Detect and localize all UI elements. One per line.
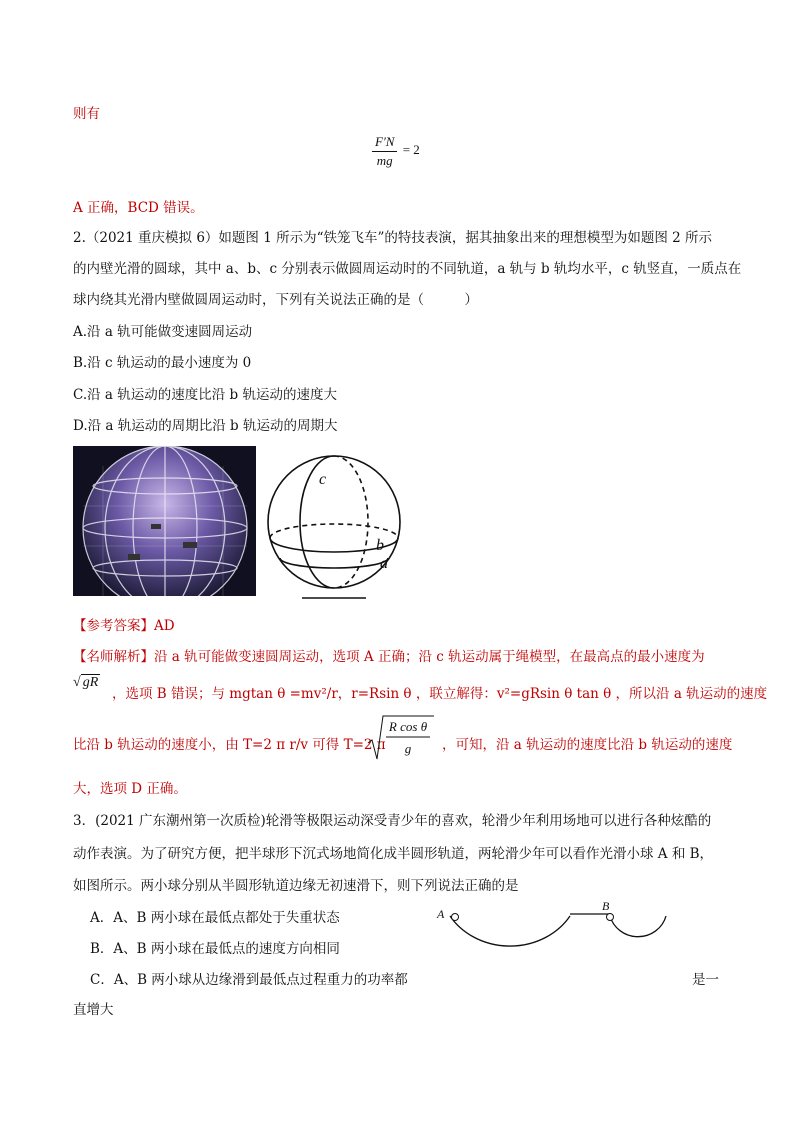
q2-option-c: C.沿 a 轨运动的速度比沿 b 轨运动的速度大 xyxy=(73,387,337,403)
label-a: a xyxy=(380,555,388,572)
q3-option-c-part2: 是一 xyxy=(692,972,719,988)
analysis-line-3b: ，可知，沿 a 轨运动的速度比沿 b 轨运动的速度 xyxy=(442,737,733,753)
text-a-correct: A 正确，BCD 错误。 xyxy=(73,200,204,216)
reference-answer: 【参考答案】AD xyxy=(73,618,175,634)
q2-option-d: D.沿 a 轨运动的周期比沿 b 轨运动的周期大 xyxy=(73,418,338,434)
formula-sqrt-gr: √ gR xyxy=(73,675,99,690)
analysis-line-1: 【名师解析】沿 a 轨可能做变速圆周运动，选项 A 正确；沿 c 轨运动属于绳模型，在最高点的最小速度为 xyxy=(73,649,705,665)
analysis-line-3a: 比沿 b 轨运动的速度小，由 T=2 π r/v 可得 T=2 π xyxy=(73,737,386,753)
formula-fn-over-mg xyxy=(372,134,420,169)
q2-option-b: B.沿 c 轨运动的最小速度为 0 xyxy=(73,355,252,371)
label-b: b xyxy=(376,537,384,554)
q2-line-2: 的内壁光滑的圆球，其中 a、b、c 分别表示做圆周运动时的不同轨道，a 轨与 b 轨均水平，c 轨竖直，一质点在 xyxy=(73,261,742,277)
formula-sqrt-rcos-over-g xyxy=(366,713,436,767)
q3-option-b: B．A、B 两小球在最低点的速度方向相同 xyxy=(90,941,340,957)
cage-globe-photo xyxy=(73,446,256,596)
q2-option-a: A.沿 a 轨可能做变速圆周运动 xyxy=(73,324,253,340)
q3-option-c-part3: 直增大 xyxy=(73,1002,114,1018)
formula-rhs: = 2 xyxy=(402,142,420,158)
sqrt-denominator: g xyxy=(404,741,412,756)
q3-line-2: 动作表演。为了研究方便，把半球形下沉式场地简化成半圆形轨道，两轮滑少年可以看作光滑小球 A 和 B， xyxy=(73,846,714,862)
halfpipe-track-diagram xyxy=(432,896,672,980)
label-c: c xyxy=(319,471,327,488)
q3-option-c-part1: C．A、B 两小球从边缘滑到最低点过程重力的功率都 xyxy=(90,972,408,988)
q2-line-3: 球内绕其光滑内壁做圆周运动时，下列有关说法正确的是（ ） xyxy=(73,292,478,308)
analysis-line-2: ，选项 B 错误；与 mgtan θ =mv²/r，r=Rsin θ ，联立解得：v²=gRsin θ tan θ ，所以沿 a 轨运动的速度 xyxy=(112,686,768,702)
sqrt-numerator: R cos θ xyxy=(388,719,428,734)
q3-option-a: A．A、B 两小球在最低点都处于失重状态 xyxy=(90,910,340,926)
analysis-line-4: 大，选项 D 正确。 xyxy=(73,781,187,797)
formula-denominator: mg xyxy=(376,153,393,168)
label-ball-b: B xyxy=(602,899,610,913)
formula-numerator: F′N xyxy=(372,134,397,152)
label-ball-a: A xyxy=(437,907,445,921)
q3-line-1: 3．(2021 广东潮州第一次质检)轮滑等极限运动深受青少年的喜欢，轮滑少年利用场地可以进行各种炫酷的 xyxy=(73,813,712,829)
q3-line-3: 如图所示。两小球分别从半圆形轨道边缘无初速滑下，则下列说法正确的是 xyxy=(73,878,519,894)
sphere-track-diagram xyxy=(262,446,412,602)
q2-line-1: 2.（2021 重庆模拟 6）如题图 1 所示为“铁笼飞车”的特技表演，据其抽象出来的理想模型为如题图 2 所示 xyxy=(73,230,713,246)
text-then: 则有 xyxy=(73,106,100,122)
